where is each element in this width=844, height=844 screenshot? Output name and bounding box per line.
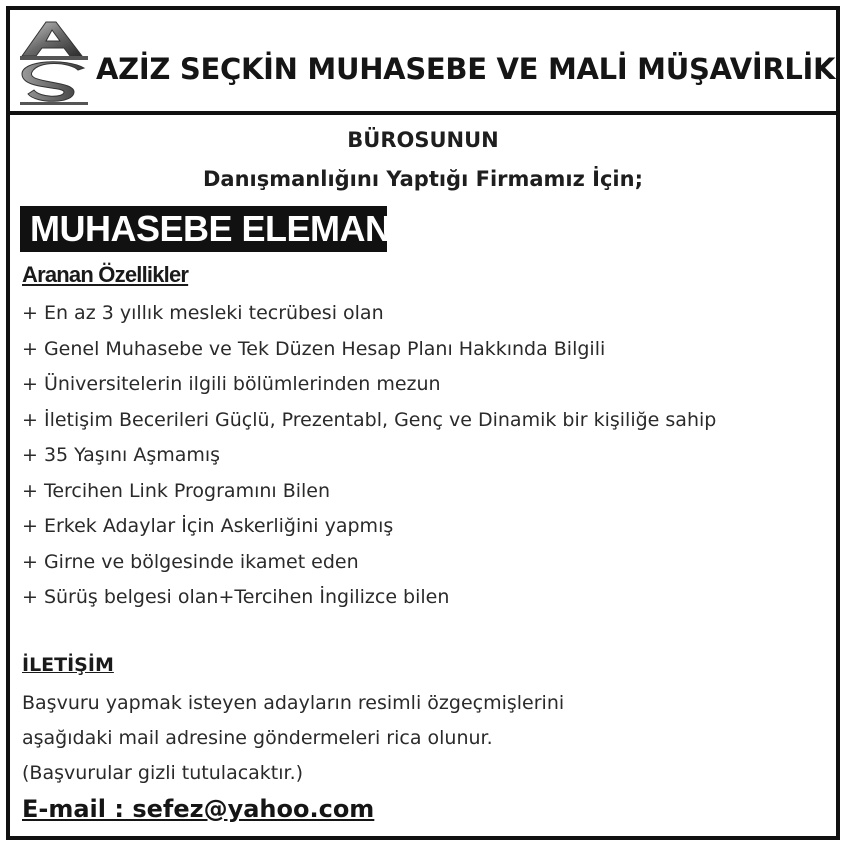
requirement-item: + İletişim Becerileri Güçlü, Prezentabl, Genç ve Dinamik bir kişiliğe sahip [22,408,717,431]
consultancy-line: Danışmanlığını Yaptığı Firmamız İçin; [203,167,643,191]
requirement-item: + Tercihen Link Programını Bilen [22,479,331,502]
requirement-item: + Sürüş belgesi olan+Tercihen İngilizce bilen [22,586,450,608]
requirement-item: + Girne ve bölgesinde ikamet eden [22,550,359,573]
requirement-item: + Üniversitelerin ilgili bölümlerinden mezun [22,373,441,395]
header [10,10,836,115]
contact-line: Başvuru yapmak isteyen adayların resimli özgeçmişlerini [22,692,565,714]
office-line: BÜROSUNUN [347,128,499,152]
requirement-item: + 35 Yaşını Aşmamış [22,444,221,466]
contact-line: aşağıdaki mail adresine göndermeleri rica olunur. [22,727,493,749]
contact-line: (Başvurular gizli tutulacaktır.) [22,762,304,784]
advertisement-frame [6,6,840,840]
requirements-list [22,296,716,616]
email-address[interactable]: E-mail : sefez@yahoo.com [22,795,375,823]
requirement-item: + En az 3 yıllık mesleki tecrübesi olan [22,302,384,324]
requirement-item: + Genel Muhasebe ve Tek Düzen Hesap Planı Hakkında Bilgili [22,337,606,360]
company-name: AZİZ SEÇKİN MUHASEBE VE MALİ MÜŞAVİRLİK [96,52,836,86]
contact-heading: İLETİŞİM [22,654,114,676]
requirement-item: + Erkek Adaylar İçin Askerliğini yapmış [22,515,394,537]
contact-text [22,686,564,791]
requirements-heading: Aranan Özellikler [22,262,189,287]
job-title-banner: MUHASEBE ELEMANI [20,206,387,252]
as-monogram-logo [16,16,92,108]
